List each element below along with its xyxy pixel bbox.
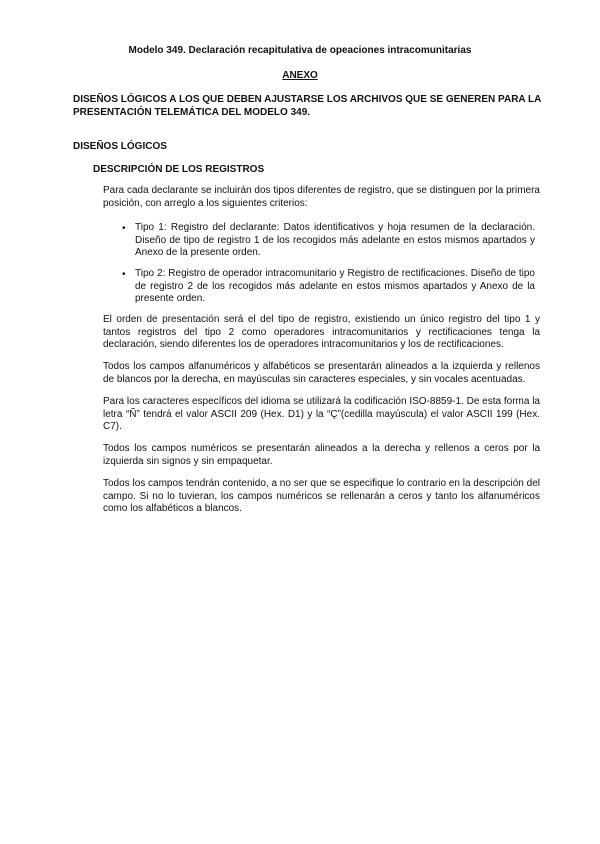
bullet-icon: •: [122, 223, 126, 234]
intro-paragraph: Para cada declarante se incluirán dos tipos diferentes de registro, que se distinguen por la primera posición, con arreglo a los siguientes criterios:: [103, 185, 540, 209]
paragraph-character-encoding: Para los caracteres específicos del idioma se utilizará la codificación ISO-8859-1. De esta forma la letra “Ñ” tendrá el valor ASCII 209 (Hex. D1) y la “Ç”(cedilla mayúscula) el valor ASCII 199 (Hex. C7).: [103, 396, 540, 432]
main-heading: DISEÑOS LÓGICOS A LOS QUE DEBEN AJUSTARSE LOS ARCHIVOS QUE SE GENEREN PARA LA PRESENTACIÓN TELEMÁTICA DEL MODELO 349.: [73, 94, 542, 118]
paragraph-alphanumeric-fields: Todos los campos alfanuméricos y alfabéticos se presentarán alineados a la izquierda y rellenos de blancos por la derecha, en mayúsculas sin caracteres especiales, y sin vocales acentuadas.: [103, 361, 540, 385]
paragraph-record-order: El orden de presentación será el del tipo de registro, existiendo un único registro del tipo 1 y tantos registros del tipo 2 como operadores intracomunitarios y rectificaciones tenga la declaración, siendo diferentes los de operadores intracomunitarios y los de rectificaciones.: [103, 314, 540, 350]
bullet-icon: •: [122, 269, 126, 280]
section-heading-logical-designs: DISEÑOS LÓGICOS: [73, 141, 167, 152]
paragraph-numeric-fields: Todos los campos numéricos se presentarán alineados a la derecha y rellenos a ceros por la izquierda sin signos y sin empaquetar.: [103, 443, 540, 467]
list-item-text: Tipo 1: Registro del declarante: Datos identificativos y hoja resumen de la declaración. Diseño de tipo de registro 1 de los recogidos más adelante en estos mismos apartados y Anexo de la presente orden.: [135, 222, 535, 258]
document-title: Modelo 349. Declaración recapitulativa de opeaciones intracomunitarias: [128, 45, 472, 56]
list-item-text: Tipo 2: Registro de operador intracomunitario y Registro de rectificaciones. Diseño de tipo de registro 2 de los recogidos más adelante en estos mismos apartados y Anexo de la presente orden.: [135, 268, 535, 304]
paragraph-field-content: Todos los campos tendrán contenido, a no ser que se especifique lo contrario en la descripción del campo. Si no lo tuvieran, los campos numéricos se rellenarán a ceros y tanto los alfanuméricos como los alfabéticos a blancos.: [103, 478, 540, 514]
annex-heading: ANEXO: [282, 70, 318, 81]
subsection-heading-record-description: DESCRIPCIÓN DE LOS REGISTROS: [93, 164, 265, 175]
